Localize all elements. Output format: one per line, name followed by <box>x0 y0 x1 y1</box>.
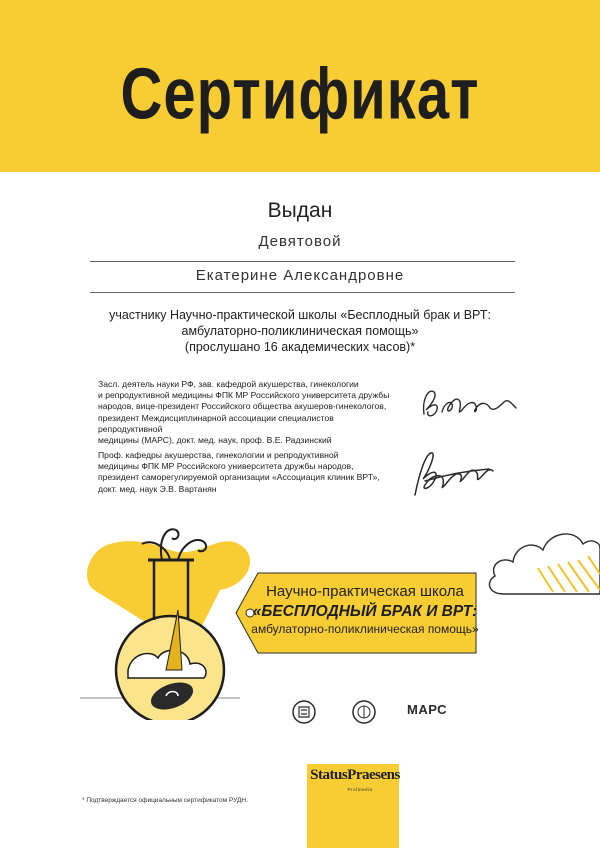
publisher-sub-logo: Profmedia <box>347 787 373 792</box>
signatory-1-text <box>98 379 398 446</box>
participation-line-1: участнику Научно-практической школы «Бесплодный брак и ВРТ: <box>109 308 491 322</box>
signatory-1-line: президент Междисциплинарной ассоциации специалистов репродуктивной <box>98 412 334 434</box>
signatory-2-line: докт. мед. наук Э.В. Вартанян <box>98 483 217 494</box>
signatory-2-line: медицины ФПК МР Российского университета дружбы народов, <box>98 461 354 472</box>
signature-vartanyan <box>405 445 510 505</box>
signatory-2-line: Проф. кафедры акушерства, гинекологии и репродуктивной <box>98 450 339 460</box>
signatory-1-line: Засл. деятель науки РФ, зав. кафедрой акушерства, гинекологии <box>98 379 359 389</box>
signature-radzinsky <box>418 382 523 427</box>
signatory-1-line: медицины (МАРС), докт. мед. наук, проф. В.Е. Радзинский <box>98 435 332 446</box>
mars-logo: МАРС <box>407 702 447 717</box>
participation-line-3: (прослушано 16 академических часов)* <box>184 340 416 354</box>
signatory-1-line: и репродуктивной медицины ФПК МР Российского университета дружбы <box>98 390 390 401</box>
signatory-2-line: президент саморегулируемой организации «Ассоциация клиник ВРТ», <box>98 472 380 483</box>
signatory-2-text <box>98 450 398 495</box>
participation-text <box>100 307 500 355</box>
cloud-decoration <box>483 508 600 596</box>
certificate-title: Сертификат <box>120 53 480 135</box>
participation-line-2: амбулаторно-поликлиническая помощь» <box>181 324 419 338</box>
recipient-given-names: Екатерине Александровне <box>195 267 405 284</box>
signatory-1-line: народов, вице-президент Российского общества акушеров-гинекологов, <box>98 401 387 412</box>
recipient-surname: Девятовой <box>258 233 342 250</box>
footnote: * Подтверждается официальным сертификатом РУДН. <box>82 797 248 804</box>
school-tag-line-1: Научно-практическая школа <box>266 583 464 600</box>
school-tag-line-2: «БЕСПЛОДНЫЙ БРАК И ВРТ: <box>252 603 478 620</box>
issued-label: Выдан <box>267 199 333 222</box>
name-underline-2 <box>90 292 515 293</box>
school-tag-line-3: амбулаторно-поликлиническая помощь» <box>251 622 479 636</box>
university-emblem-icon <box>291 699 317 725</box>
name-underline-1 <box>90 261 515 262</box>
publisher-logo: StatusPraesens <box>310 767 400 783</box>
society-emblem-icon <box>350 699 378 725</box>
